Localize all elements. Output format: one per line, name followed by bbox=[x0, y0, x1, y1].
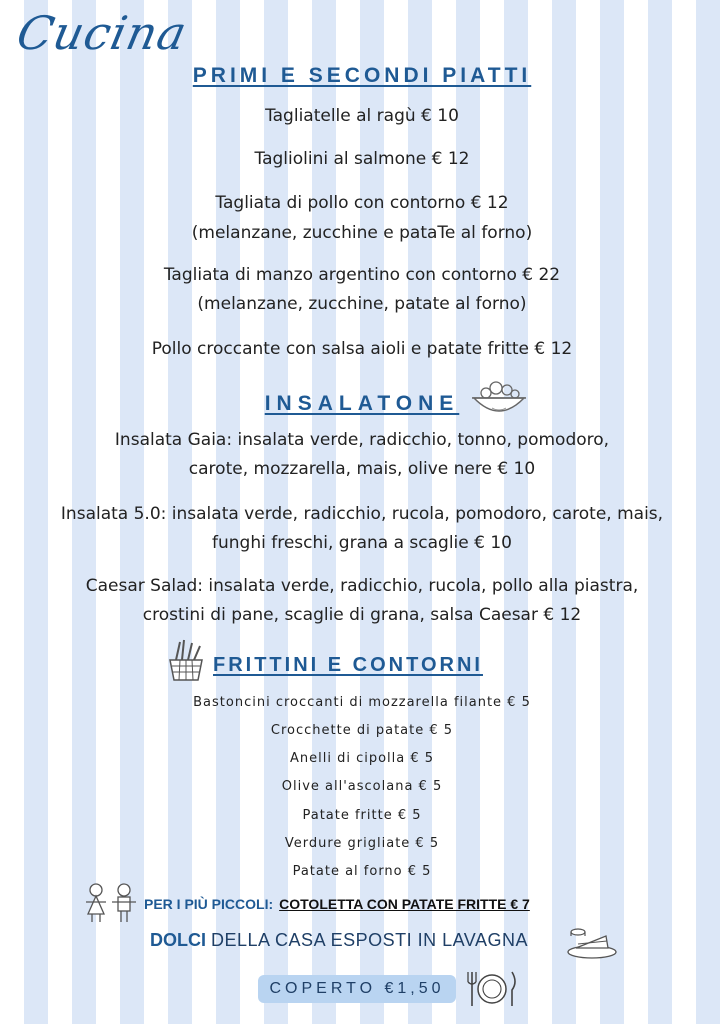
kids-label: PER I PIÙ PICCOLI: bbox=[144, 896, 274, 912]
children-icon bbox=[82, 882, 140, 924]
side-item: Patate fritte € 5 bbox=[302, 808, 422, 823]
menu-item: Tagliolini al salmone € 12 bbox=[254, 149, 470, 169]
menu-item: funghi freschi, grana a scaglie € 10 bbox=[212, 533, 512, 553]
dolci-line bbox=[150, 930, 528, 951]
menu-item-note: (melanzane, zucchine, patate al forno) bbox=[197, 294, 527, 314]
menu-item: crostini di pane, scaglie di grana, salsa Caesar € 12 bbox=[142, 605, 582, 625]
side-item: Olive all'ascolana € 5 bbox=[281, 779, 443, 794]
side-item: Crocchette di patate € 5 bbox=[270, 723, 454, 738]
plate-cutlery-icon bbox=[464, 968, 520, 1008]
side-item: Bastoncini croccanti di mozzarella filante € 5 bbox=[193, 695, 531, 710]
menu-item: Tagliata di manzo argentino con contorno € 22 bbox=[163, 265, 561, 285]
fries-basket-icon bbox=[166, 638, 206, 682]
side-item: Anelli di cipolla € 5 bbox=[289, 751, 435, 766]
menu-item: Caesar Salad: insalata verde, radicchio, rucola, pollo alla piastra, bbox=[85, 576, 639, 596]
menu-title: Cucina bbox=[12, 6, 193, 60]
dolci-bold: DOLCI bbox=[150, 930, 206, 950]
primi-heading: PRIMI E SECONDI PIATTI bbox=[192, 64, 532, 87]
menu-item-note: (melanzane, zucchine e pataTe al forno) bbox=[191, 223, 533, 243]
menu-item: Pollo croccante con salsa aioli e patate fritte € 12 bbox=[151, 339, 573, 359]
side-item: Patate al forno € 5 bbox=[292, 864, 432, 879]
cake-slice-icon bbox=[566, 926, 618, 960]
frittini-heading: FRITTINI E CONTORNI bbox=[213, 654, 483, 676]
menu-item: Insalata Gaia: insalata verde, radicchio, tonno, pomodoro, bbox=[114, 430, 610, 450]
salad-bowl-icon bbox=[470, 378, 528, 420]
coperto-badge: COPERTO €1,50 bbox=[258, 975, 456, 1003]
side-item: Verdure grigliate € 5 bbox=[284, 836, 440, 851]
menu-item: carote, mozzarella, mais, olive nere € 10 bbox=[188, 459, 536, 479]
kids-dish: COTOLETTA CON PATATE FRITTE € 7 bbox=[279, 896, 530, 912]
menu-item: Insalata 5.0: insalata verde, radicchio, rucola, pomodoro, carote, mais, bbox=[60, 504, 664, 524]
menu-item: Tagliatelle al ragù € 10 bbox=[265, 106, 459, 126]
dolci-rest: DELLA CASA ESPOSTI IN LAVAGNA bbox=[211, 930, 528, 950]
kids-offer bbox=[144, 896, 530, 912]
insalatone-heading: INSALATONE bbox=[264, 392, 460, 415]
menu-item: Tagliata di pollo con contorno € 12 bbox=[215, 193, 509, 213]
